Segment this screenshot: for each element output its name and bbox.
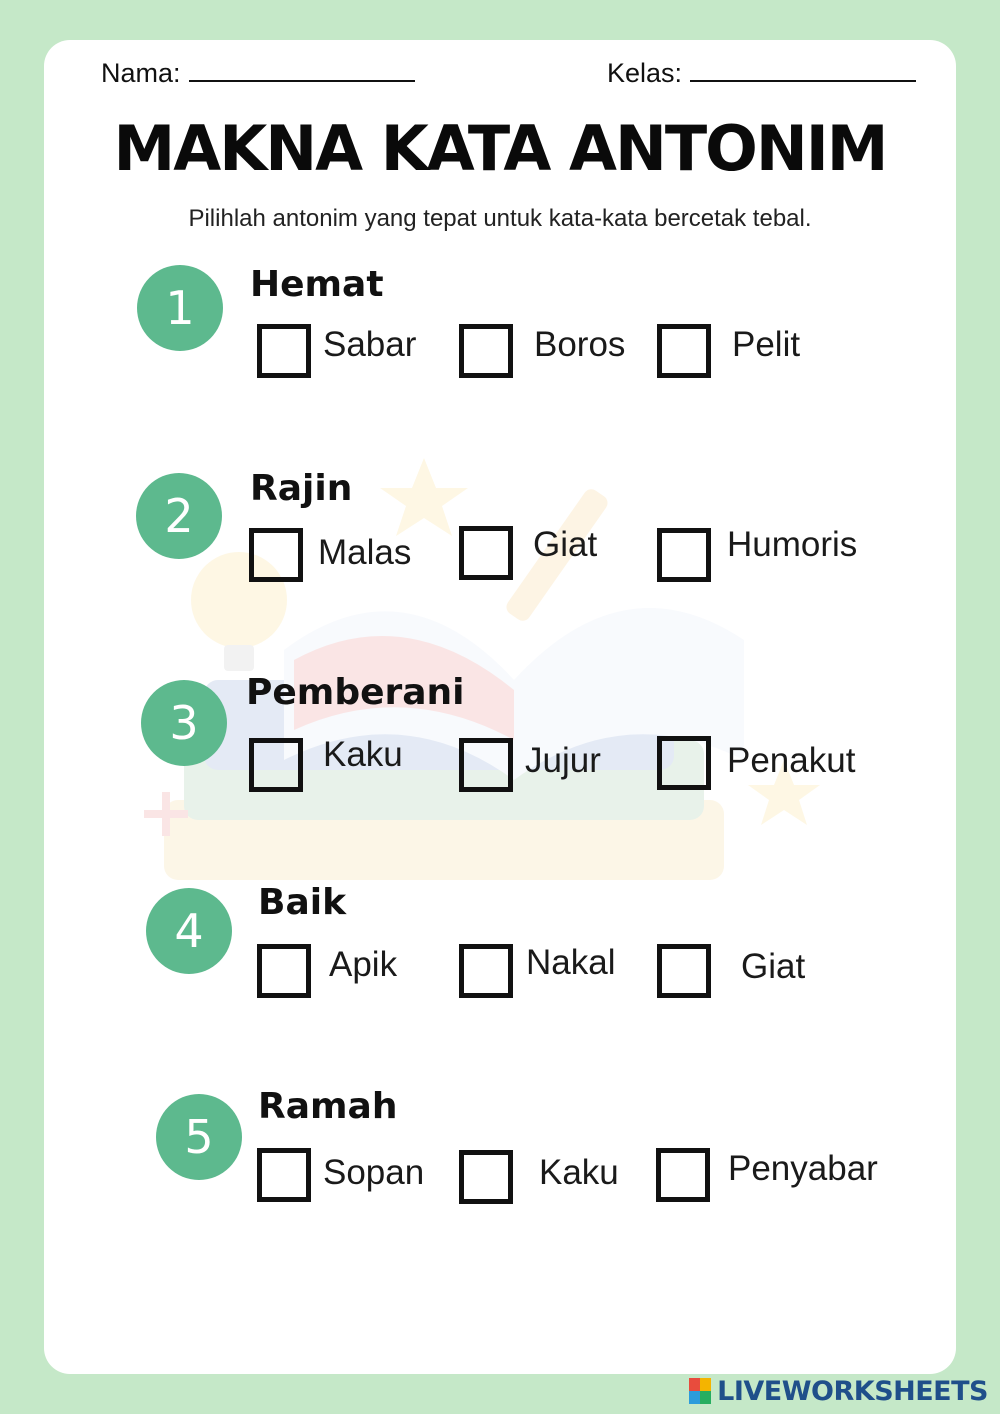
question-number-badge: 2	[136, 473, 222, 559]
checkbox-icon[interactable]	[459, 944, 513, 998]
question-word: Rajin	[250, 468, 353, 509]
option-label: Pelit	[732, 325, 801, 364]
option-label: Humoris	[727, 525, 858, 564]
option-label: Sabar	[323, 325, 417, 364]
checkbox-icon[interactable]	[459, 738, 513, 792]
checkbox-icon[interactable]	[257, 944, 311, 998]
option-label: Nakal	[526, 943, 616, 982]
question-4	[44, 882, 956, 1022]
checkbox-icon[interactable]	[657, 944, 711, 998]
brand-name: LIVEWORKSHEETS	[717, 1375, 988, 1407]
option-label: Penyabar	[728, 1149, 878, 1188]
option-label: Malas	[318, 533, 412, 572]
checkbox-icon[interactable]	[257, 324, 311, 378]
checkbox-icon[interactable]	[657, 528, 711, 582]
checkbox-icon[interactable]	[459, 1150, 513, 1204]
question-2	[44, 468, 956, 608]
class-label: Kelas:	[607, 58, 683, 88]
name-label: Nama:	[101, 58, 181, 88]
name-input-line[interactable]	[189, 58, 415, 82]
option-label: Boros	[534, 325, 626, 364]
checkbox-icon[interactable]	[656, 1148, 710, 1202]
option-label: Giat	[741, 947, 806, 986]
checkbox-icon[interactable]	[657, 324, 711, 378]
option-label: Jujur	[525, 741, 601, 780]
question-number-badge: 5	[156, 1094, 242, 1180]
checkbox-icon[interactable]	[657, 736, 711, 790]
option-label: Kaku	[323, 735, 403, 774]
liveworksheets-brand[interactable]	[689, 1374, 988, 1408]
option-label: Penakut	[727, 741, 856, 780]
checkbox-icon[interactable]	[257, 1148, 311, 1202]
question-word: Ramah	[258, 1086, 398, 1127]
question-number-badge: 1	[137, 265, 223, 351]
checkbox-icon[interactable]	[459, 526, 513, 580]
name-field	[101, 58, 415, 89]
page-title: MAKNA KATA ANTONIM	[113, 112, 887, 185]
checkbox-icon[interactable]	[249, 528, 303, 582]
question-3	[44, 672, 956, 812]
instruction-text: Pilihlah antonim yang tepat untuk kata-kata bercetak tebal.	[188, 205, 812, 232]
question-5	[44, 1086, 956, 1226]
option-label: Apik	[329, 945, 398, 984]
checkbox-icon[interactable]	[249, 738, 303, 792]
checkbox-icon[interactable]	[459, 324, 513, 378]
worksheet-page	[44, 40, 956, 1374]
question-word: Hemat	[250, 264, 384, 305]
question-1	[44, 264, 956, 404]
class-input-line[interactable]	[690, 58, 916, 82]
question-number-badge: 3	[141, 680, 227, 766]
class-field	[607, 58, 916, 89]
question-word: Baik	[258, 882, 347, 923]
liveworksheets-logo-icon	[689, 1378, 711, 1404]
option-label: Sopan	[323, 1153, 425, 1192]
option-label: Giat	[533, 525, 598, 564]
question-number-badge: 4	[146, 888, 232, 974]
question-word: Pemberani	[246, 672, 465, 713]
option-label: Kaku	[539, 1153, 619, 1192]
